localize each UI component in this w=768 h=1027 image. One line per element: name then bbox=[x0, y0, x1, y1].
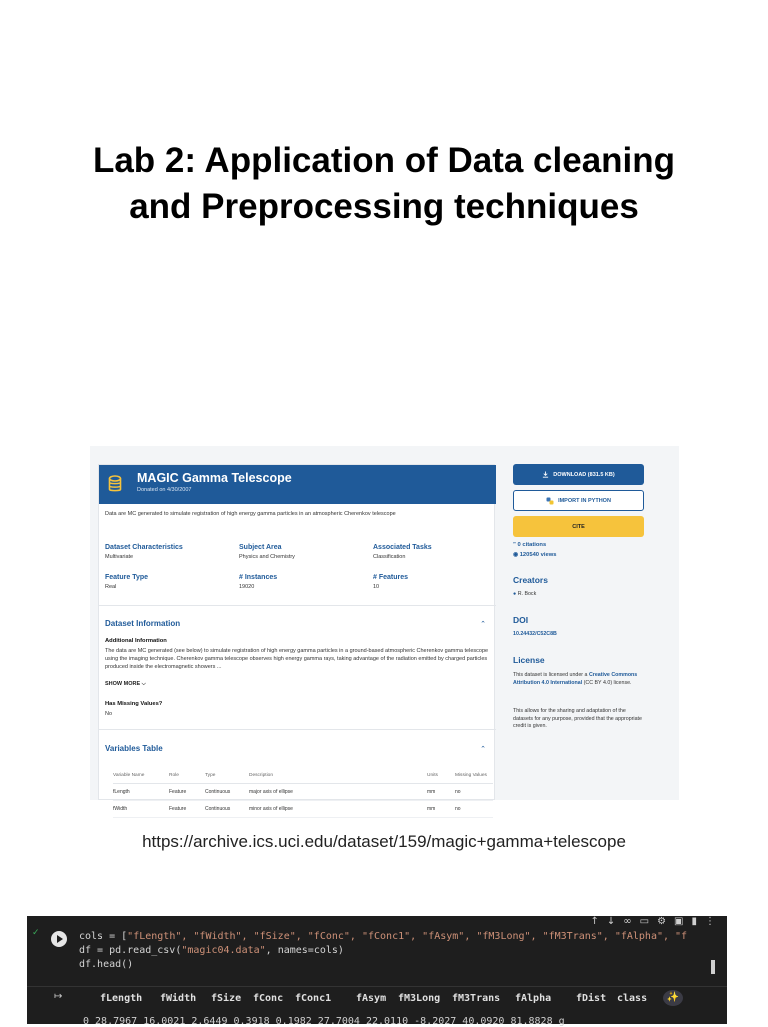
delete-icon[interactable]: ▮ bbox=[691, 916, 697, 927]
missing-values-heading: Has Missing Values? bbox=[105, 701, 163, 707]
df-column-header: fM3Long bbox=[398, 993, 441, 1004]
table-cell: mm bbox=[427, 801, 455, 818]
doi-heading: DOI bbox=[513, 615, 529, 625]
df-column-header: class bbox=[617, 993, 648, 1004]
additional-info-heading: Additional Information bbox=[105, 638, 167, 644]
collapse-chevron-icon[interactable]: ⌃ bbox=[480, 621, 486, 628]
attr-features bbox=[373, 574, 408, 590]
divider bbox=[99, 729, 496, 730]
attr-label: Feature Type bbox=[105, 574, 149, 581]
output-icon[interactable]: ↦ bbox=[54, 991, 63, 1002]
df-column-header: fDist bbox=[576, 993, 607, 1004]
divider bbox=[99, 605, 496, 606]
attr-instances bbox=[239, 574, 277, 590]
database-icon bbox=[108, 475, 122, 493]
creators-heading: Creators bbox=[513, 575, 548, 585]
eye-icon: ◉ bbox=[513, 552, 519, 558]
column-header[interactable]: Units bbox=[427, 771, 455, 784]
download-icon bbox=[542, 471, 549, 478]
table-cell: Continuous bbox=[205, 801, 249, 818]
table-row bbox=[113, 784, 493, 801]
code-line-2 bbox=[79, 944, 727, 958]
df-column-header: fConc1 bbox=[295, 993, 332, 1004]
missing-values-value: No bbox=[105, 711, 113, 717]
code-text: , names=cols) bbox=[265, 945, 344, 956]
output-divider bbox=[27, 986, 727, 987]
dataset-main-panel bbox=[98, 464, 495, 812]
license-suffix: (CC BY 4.0) license. bbox=[582, 679, 632, 686]
import-in-python-button[interactable] bbox=[513, 490, 644, 511]
attr-label: Associated Tasks bbox=[373, 544, 432, 551]
import-label: IMPORT IN PYTHON bbox=[558, 497, 611, 504]
code-line-1 bbox=[79, 930, 727, 944]
attr-label: Subject Area bbox=[239, 544, 282, 551]
attr-value: 10 bbox=[373, 584, 380, 590]
cite-label: CITE bbox=[572, 523, 585, 530]
df-column-header: fM3Trans bbox=[452, 993, 501, 1004]
column-header[interactable]: Description bbox=[249, 771, 427, 784]
license-text bbox=[513, 672, 645, 687]
table-cell: no bbox=[455, 801, 493, 818]
dataset-information-heading[interactable]: Dataset Information bbox=[105, 619, 181, 628]
scrollbar-thumb[interactable] bbox=[711, 960, 715, 974]
license-heading: License bbox=[513, 655, 545, 665]
code-text: cols = [ bbox=[79, 931, 128, 942]
run-success-check-icon: ✓ bbox=[32, 928, 40, 938]
df-column-header: fAlpha bbox=[515, 993, 552, 1004]
slide-title-line-1: Lab 2: Application of Data cleaning bbox=[92, 141, 676, 180]
attr-value: Multivariate bbox=[105, 554, 134, 560]
views-count bbox=[513, 552, 556, 558]
slide-title bbox=[0, 138, 768, 230]
table-cell: fWidth bbox=[113, 801, 169, 818]
column-header[interactable]: Variable Name bbox=[113, 771, 169, 784]
colab-notebook-screenshot bbox=[27, 916, 727, 1027]
license-prefix: This dataset is licensed under a bbox=[513, 672, 589, 678]
comment-icon[interactable]: ▭ bbox=[639, 916, 650, 927]
source-url-caption: https://archive.ics.uci.edu/dataset/159/magic+gamma+telescope bbox=[142, 832, 626, 851]
code-text: df = pd.read_csv( bbox=[79, 945, 182, 956]
table-row bbox=[113, 801, 493, 818]
attr-value: Real bbox=[105, 584, 117, 590]
attr-feature-type bbox=[105, 574, 148, 590]
download-button[interactable] bbox=[513, 464, 644, 485]
column-header[interactable]: Type bbox=[205, 771, 249, 784]
donated-date: Donated on 4/30/2007 bbox=[137, 487, 192, 493]
column-header[interactable]: Missing Values bbox=[455, 771, 493, 784]
cite-button[interactable] bbox=[513, 516, 644, 537]
table-cell: mm bbox=[427, 784, 455, 801]
code-line-3: df.head() bbox=[79, 959, 134, 970]
code-string: "magic04.data" bbox=[181, 945, 266, 956]
creator-name: R. Bock bbox=[517, 591, 537, 597]
citations-count[interactable] bbox=[513, 542, 546, 548]
variables-table-heading[interactable]: Variables Table bbox=[105, 744, 163, 753]
slide-title-line-2: and Preprocessing techniques bbox=[129, 187, 639, 226]
license-note: This allows for the sharing and adaptation of the datasets for any purpose, provided that the appropriate credit is given. bbox=[513, 708, 642, 729]
attr-subject-area bbox=[239, 544, 295, 560]
table-cell: fLength bbox=[113, 784, 169, 801]
table-cell: no bbox=[455, 784, 493, 801]
doi-link[interactable]: 10.24432/C52C8B bbox=[513, 631, 557, 637]
code-cell[interactable] bbox=[79, 930, 727, 972]
uci-dataset-screenshot bbox=[90, 446, 679, 812]
show-more-button[interactable] bbox=[105, 681, 146, 688]
code-string: "fLength", "fWidth", "fSize", "fConc", "fConc1", "fAsym", "fM3Long", "fM3Trans", "fAlpha", "f bbox=[127, 931, 688, 942]
gear-icon[interactable]: ⚙ bbox=[657, 916, 667, 927]
download-label: DOWNLOAD (831.5 KB) bbox=[553, 471, 615, 478]
df-column-header: fConc bbox=[253, 993, 284, 1004]
views-label: 120540 views bbox=[519, 552, 557, 558]
attr-associated-tasks bbox=[373, 544, 432, 560]
quote-icon: ” bbox=[513, 542, 516, 548]
table-cell: minor axis of ellipse bbox=[249, 801, 427, 818]
df-column-header: fLength bbox=[100, 993, 143, 1004]
dataset-header bbox=[99, 465, 496, 504]
attr-value: 19020 bbox=[239, 584, 255, 590]
additional-info-text: The data are MC generated (see below) to simulate registration of high energy gamma particles in a ground-based atmospheric Cherenkov gamma telescope using the imaging technique. Cherenkov gamma telescope observes high energy gamma rays, taking advantage of the radiation emitted by charged particles produced inside the electromagnetic showers ... bbox=[105, 648, 489, 670]
license-link[interactable]: Creative Commons Attribution 4.0 International bbox=[513, 672, 638, 686]
attr-label: # Features bbox=[373, 574, 409, 581]
attr-characteristics bbox=[105, 544, 183, 560]
attr-value: Physics and Chemistry bbox=[239, 554, 295, 560]
link-icon[interactable]: ∞ bbox=[623, 916, 632, 927]
table-cell: Feature bbox=[169, 801, 205, 818]
attr-label: # Instances bbox=[239, 574, 278, 581]
dataset-sidebar bbox=[503, 464, 679, 800]
magic-wand-icon[interactable]: ✨ bbox=[663, 990, 683, 1006]
column-header[interactable]: Role bbox=[169, 771, 205, 784]
attr-label: Dataset Characteristics bbox=[105, 544, 183, 551]
table-cell: Feature bbox=[169, 784, 205, 801]
python-icon bbox=[546, 497, 554, 505]
variables-table bbox=[113, 771, 493, 818]
table-cell: Continuous bbox=[205, 784, 249, 801]
df-column-header: fAsym bbox=[356, 993, 387, 1004]
df-row: 0 28.7967 16.0021 2.6449 0.3918 0.1982 27.7004 22.0110 -8.2027 40.0920 81.8828 g bbox=[83, 1016, 565, 1027]
dataset-title: MAGIC Gamma Telescope bbox=[137, 471, 292, 485]
run-cell-button[interactable] bbox=[51, 931, 67, 947]
table-cell: major axis of ellipse bbox=[249, 784, 427, 801]
df-column-header: fWidth bbox=[160, 993, 197, 1004]
move-down-icon[interactable]: ↓ bbox=[606, 916, 616, 927]
dataset-description: Data are MC generated to simulate registration of high energy gamma particles in an atmospheric Cherenkov telescope bbox=[105, 511, 396, 517]
creator-item bbox=[513, 591, 645, 599]
df-column-header: fSize bbox=[211, 993, 242, 1004]
person-icon: ● bbox=[513, 591, 517, 597]
show-more-label: SHOW MORE bbox=[105, 681, 141, 687]
cell-toolbar bbox=[590, 916, 715, 928]
mirror-icon[interactable]: ▣ bbox=[674, 916, 684, 927]
move-up-icon[interactable]: ↑ bbox=[590, 916, 599, 927]
collapse-chevron-icon[interactable]: ⌃ bbox=[480, 746, 486, 753]
citations-label: 0 citations bbox=[517, 542, 547, 548]
chevron-down-icon: ⌵ bbox=[141, 681, 146, 687]
attr-value: Classification bbox=[373, 554, 406, 560]
table-header-row bbox=[113, 771, 493, 784]
more-options-icon[interactable]: ⋮ bbox=[705, 916, 715, 927]
